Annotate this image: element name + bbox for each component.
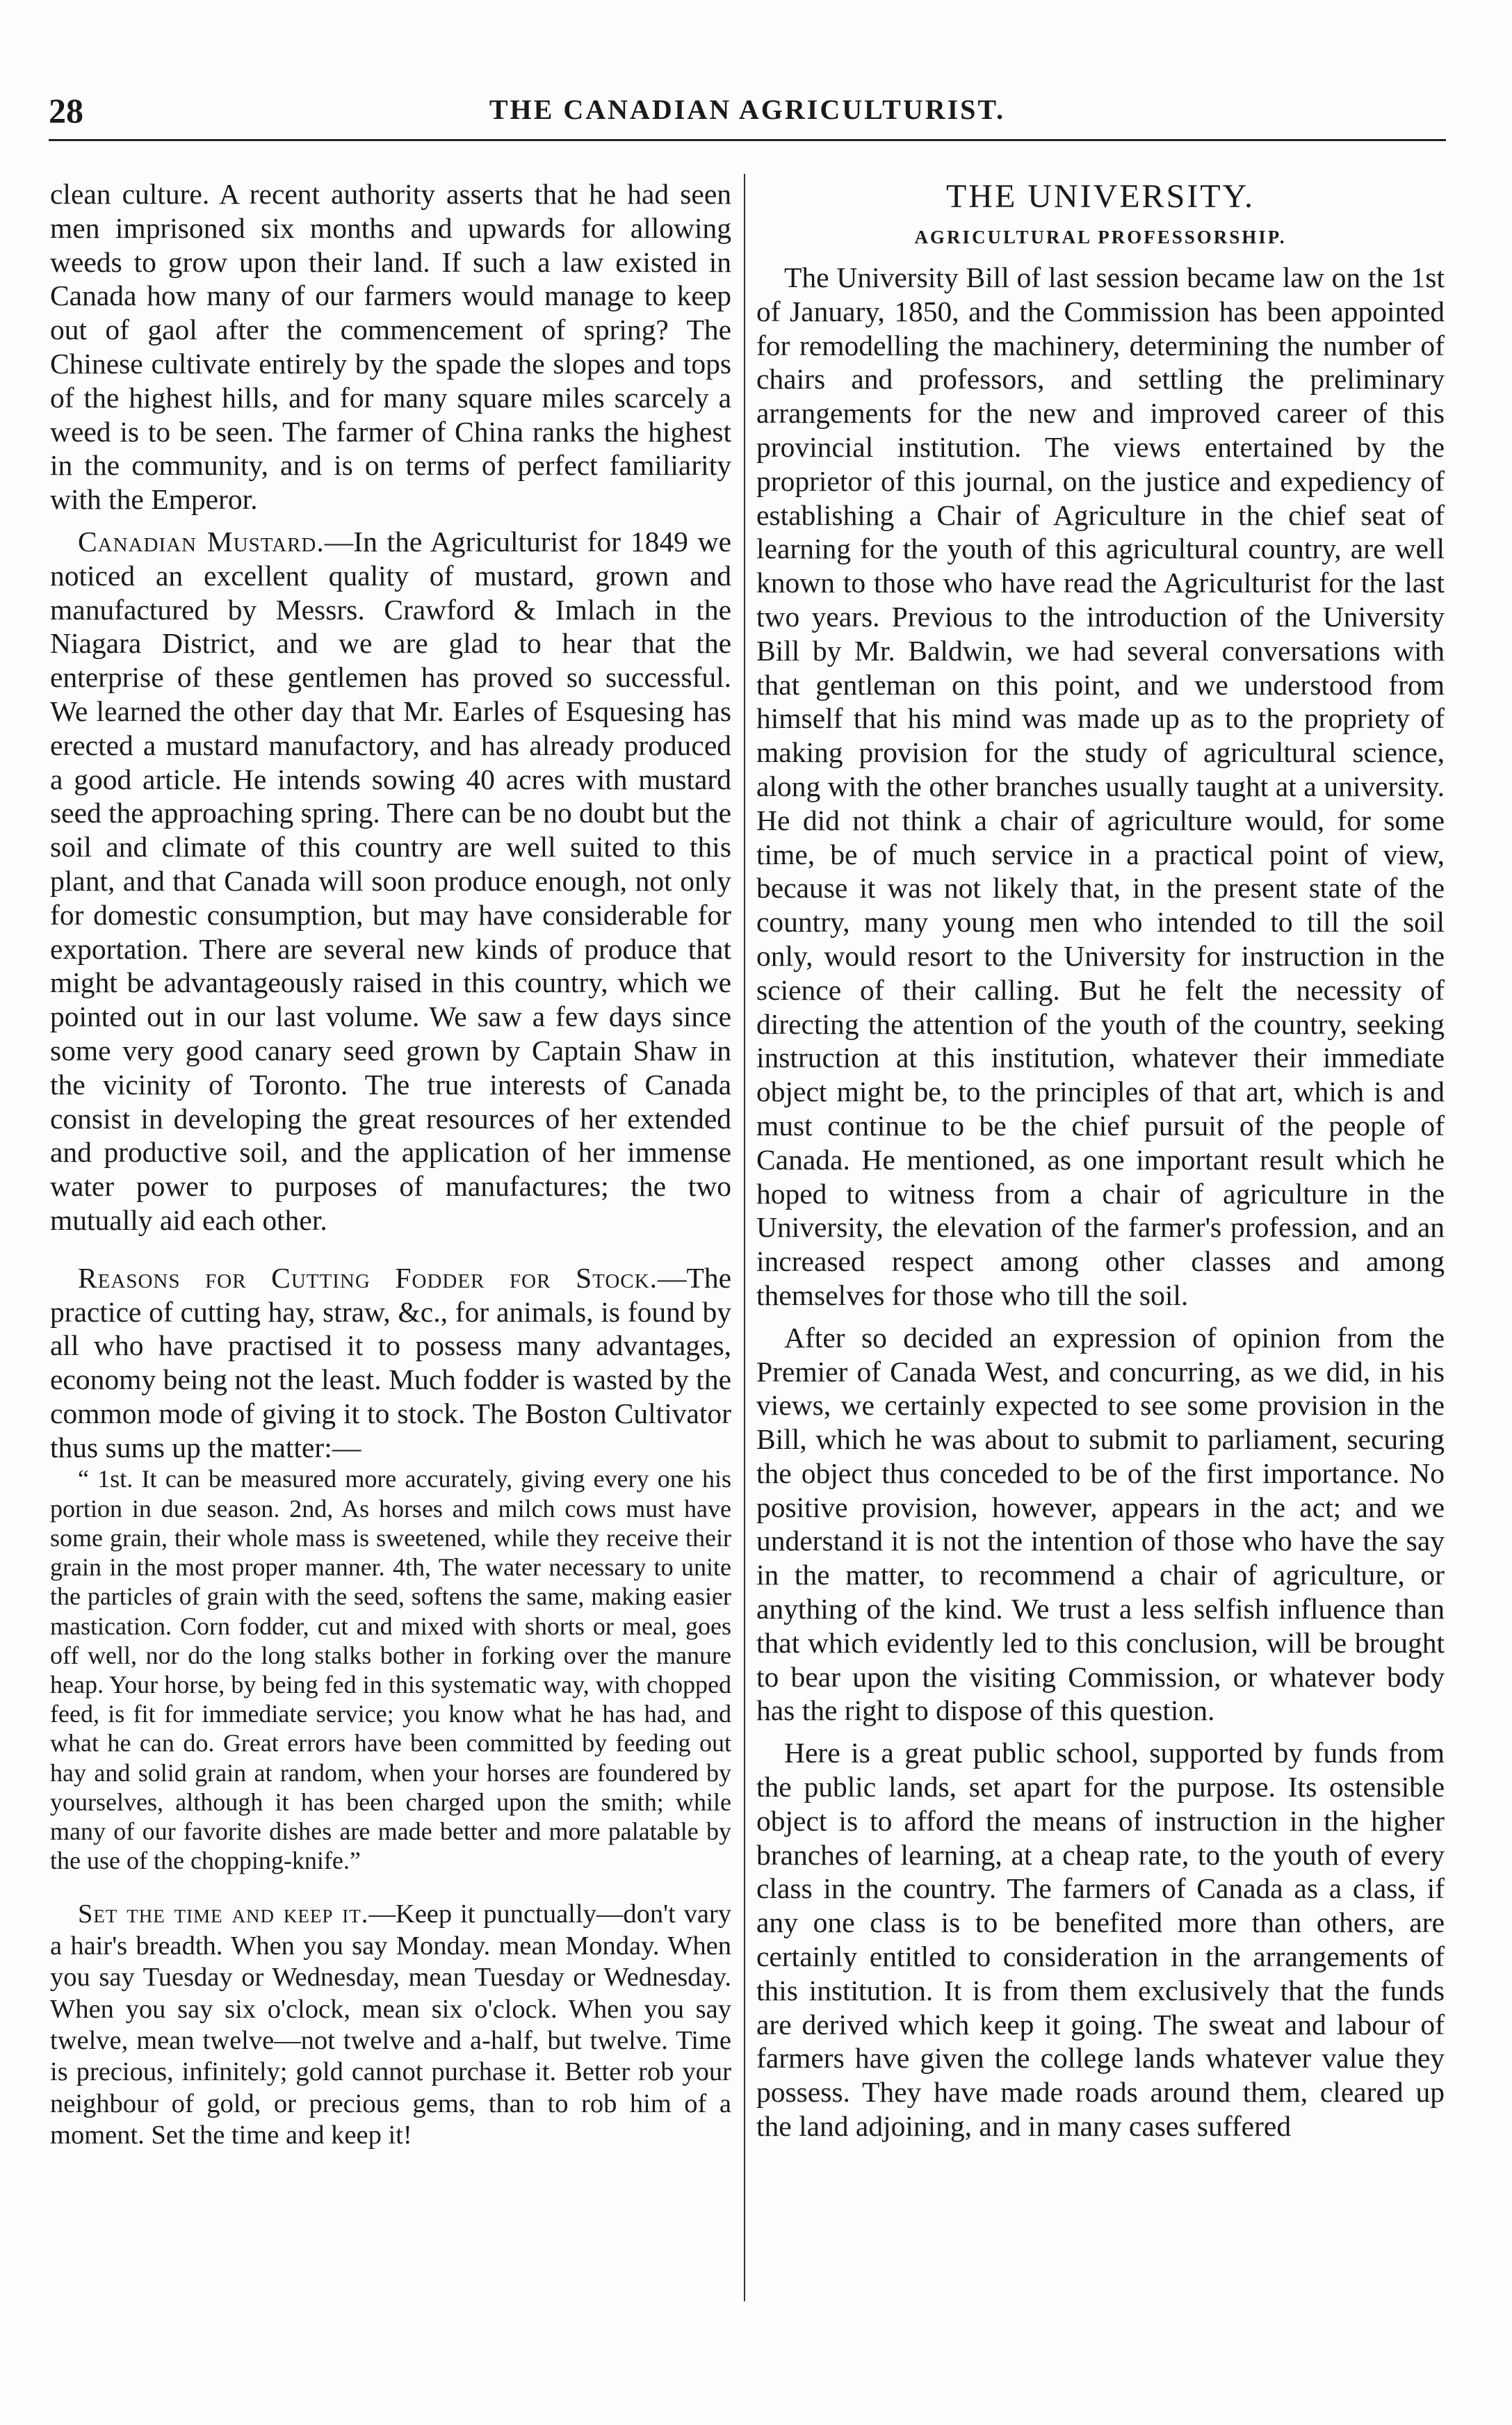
fodder-heading: Reasons for Cutting Fodder for Stock. (78, 1261, 658, 1294)
time-paragraph (50, 1899, 731, 2151)
mustard-heading: Canadian Mustard. (78, 525, 325, 558)
university-paragraph-3: Here is a great public school, supported by funds from the public lands, set apart for the purpose. Its ostensible object is to afford the means of instruction in the higher branches of learning, at a cheap rate, to the youth of every class in the country. The farmers of Canada as a class, if any one class is to be benefited more than others, are certainly entitled to consideration in the arrangements of this institution. It is from them exclusively that the funds are derived which keep it going. The sweat and labour of farmers have given the college lands whatever value they possess. They have made roads around them, cleared up the land adjoining, and in many cases suffered (756, 1737, 1445, 2143)
time-text: —Keep it punctually—don't vary a hair's breadth. When you say Monday. mean Monday. When you say Tuesday or Wednesday, mean Tuesday or Wednesday. When you say six o'clock, mean six o'clock. When you say twelve, mean twelve—not twelve and a-half, but twelve. Time is precious, infinitely; gold cannot purchase it. Better rob your neighbour of gold, or precious gems, than to rob him of a moment. Set the time and keep it! (50, 1899, 731, 2150)
article-subtitle: AGRICULTURAL PROFESSORSHIP. (914, 227, 1287, 248)
university-paragraph-1: The University Bill of last session became law on the 1st of January, 1850, and the Commission has been appointed for remodelling the machinery, determining the number of chairs and professors, and settling the preliminary arrangements for the new and improved career of this provincial institution. The views entertained by the proprietor of this journal, on the justice and expediency of establishing a Chair of Agriculture in the chief seat of learning for the youth of this agricultural country, are well known to those who have read the Agriculturist for the last two years. Previous to the introduction of the University Bill by Mr. Baldwin, we had several conversations with that gentleman on this point, and we understood from himself that his mind was made up as to the propriety of making provision for the study of agricultural science, along with the other branches usually taught at a university. He did not think a chair of agriculture would, for some time, be of much service in a practical point of view, because it was not likely that, in the present state of the country, many young men who intended to till the soil only, would resort to the University for instruction in the science of their calling. But he felt the necessity of directing the attention of the youth of the country, seeking instruction at this institution, whatever their immediate object might be, to the principles of that art, which is and must continue to be the chief pursuit of the people of Canada. He mentioned, as one important result which he hoped to witness from a chair of agriculture in the University, the elevation of the farmer's profession, and an increased respect among other classes and among themselves for those who till the soil. (756, 261, 1445, 1311)
mustard-paragraph (50, 525, 731, 1238)
fodder-paragraph (50, 1261, 731, 1465)
time-heading: Set the time and keep it. (78, 1899, 369, 1929)
page-number: 28 (49, 91, 83, 130)
clean-culture-paragraph: clean culture. A recent authority asserts that he had seen men imprisoned six months and upwards for allowing weeds to grow upon their land. If such a law existed in Canada how many of our farmers would manage to keep out of gaol after the commencement of spring? The Chinese cultivate entirely by the spade the slopes and tops of the highest hills, and for many square miles scarcely a weed is to be seen. The farmer of China ranks the highest in the community, and is on terms of perfect familiarity with the Emperor. (50, 178, 731, 516)
mustard-text: —In the Agriculturist for 1849 we noticed an excellent quality of mustard, grown and manufactured by Messrs. Crawford & Imlach in the Niagara District, and we are glad to hear that the enterprise of these gentlemen has proved so successful. We learned the other day that Mr. Earles of Esquesing has erected a mustard manufactory, and has already produced a good article. He intends sowing 40 acres with mustard seed the approaching spring. There can be no doubt but the soil and climate of this country are well suited to this plant, and that Canada will soon produce enough, not only for domestic consumption, but may have considerable for exportation. There are several new kinds of produce that might be advantageously raised in this country, which we pointed out in our last volume. We saw a few days since some very good canary seed grown by Captain Shaw in the vicinity of Toronto. The true interests of Canada consist in developing the great resources of her extended and productive soil, and the application of her immense water power to purposes of manufactures; the two mutually aid each other. (50, 525, 731, 1236)
right-column (756, 177, 1445, 2143)
column-divider (744, 174, 745, 2301)
left-column (50, 177, 731, 2152)
article-title: THE UNIVERSITY. (945, 178, 1255, 215)
fodder-text: —The practice of cutting hay, straw, &c., for animals, is found by all who have practised it to possess many advantages, economy being not the least. Much fodder is wasted by the common mode of giving it to stock. The Boston Cultivator thus sums up the matter:— (50, 1261, 731, 1463)
university-paragraph-2: After so decided an expression of opinion from the Premier of Canada West, and concurring, as we did, in his views, we certainly expected to see some provision in the Bill, which he was about to submit to parliament, securing the object thus conceded to be of the first importance. No positive provision, however, appears in the act; and we understand it is not the intention of those who have the say in the matter, to recommend a chair of agriculture, or anything of the kind. We trust a less selfish influence than that which evidently led to this conclusion, will be brought to bear upon the visiting Commission, or whatever body has the right to dispose of this question. (756, 1321, 1445, 1727)
fodder-quote: “ 1st. It can be measured more accurately, giving every one his portion in due season. 2nd, As horses and milch cows must have some grain, their whole mass is sweetened, while they receive their grain in the most proper manner. 4th, The water necessary to unite the particles of grain with the seed, softens the same, making easier mastication. Corn fodder, cut and mixed with shorts or meal, goes off well, nor do the long stalks bother in forking over the manure heap. Your horse, by being fed in this systematic way, with chopped feed, is fit for immediate service; you know what he has had, and what he can do. Great errors have been committed by feeding out hay and solid grain at random, when your horses are foundered by yourselves, although it has been charged upon the smith; while many of our favorite dishes are made better and more palatable by the use of the chopping-knife.” (50, 1465, 731, 1875)
running-title: THE CANADIAN AGRICULTURIST. (489, 94, 1006, 125)
header-rule (49, 139, 1446, 141)
page-header (49, 90, 1446, 132)
